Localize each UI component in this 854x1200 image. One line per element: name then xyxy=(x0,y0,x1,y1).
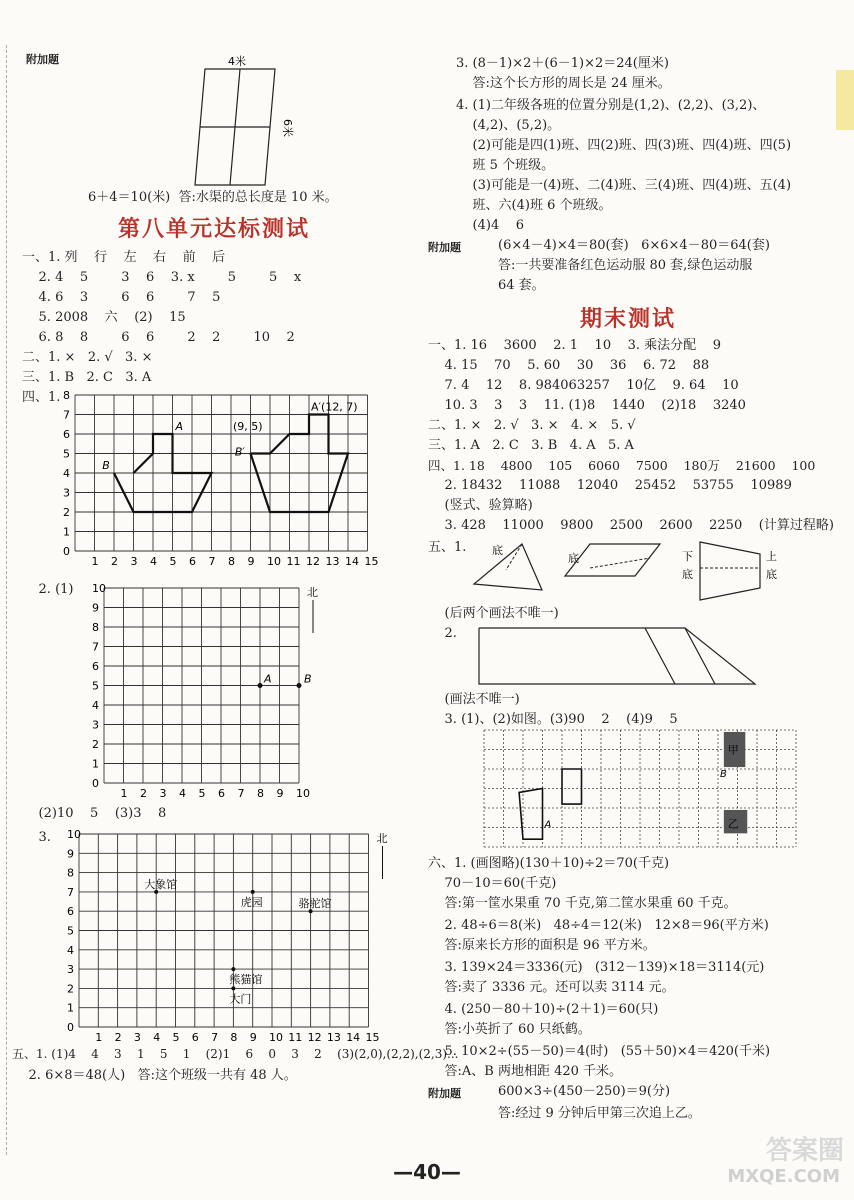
r-line4: (4,2)、(5,2)。 xyxy=(456,118,561,133)
g1-ytick: 5 xyxy=(63,447,70,461)
g2-xtick: 4 xyxy=(179,787,186,800)
g1-xtick: 1 xyxy=(91,555,99,568)
g1-xtick: 2 xyxy=(111,555,118,568)
q-line2: 4. 15 70 5. 60 30 36 6. 72 88 xyxy=(428,358,710,373)
g4-label-yi: 乙 xyxy=(727,817,739,831)
g2-xtick: 7 xyxy=(237,787,245,800)
q-line23: 4. (250－80＋10)÷(2＋1)＝60(只) xyxy=(428,1002,659,1017)
g2-ytick: 9 xyxy=(92,601,99,615)
g1-ytick: 6 xyxy=(63,428,70,441)
g2-label-B: B xyxy=(304,672,312,686)
g3-ytick: 5 xyxy=(67,924,74,938)
g2-ytick: 0 xyxy=(92,777,99,790)
q-line17: 70－10＝60(千克) xyxy=(428,876,557,891)
q-line18: 答:第一筐水果重 70 千克,第二筐水果重 60 千克。 xyxy=(428,896,737,911)
r-line6: 班 5 个班级。 xyxy=(456,158,555,173)
g4-label-B: B xyxy=(720,768,727,780)
q-line14: (画法不唯一) xyxy=(428,692,520,707)
final-heading: 期末测试 xyxy=(580,307,677,332)
g3-ytick: 7 xyxy=(67,885,74,899)
g2-ytick: 8 xyxy=(92,621,99,634)
r-line7: (3)可能是一(4)班、二(4)班、三(4)班、四(4)班、五(4) xyxy=(456,178,792,193)
r-line3: 4. (1)二年级各班的位置分别是(1,2)、(2,2)、(3,2)、 xyxy=(456,98,766,113)
g1-label-A: A xyxy=(175,420,184,433)
g3-ytick: 3 xyxy=(67,963,74,977)
q-line25: 5. 10×2÷(55－50)＝4(时) (55＋50)×4＝420(千米) xyxy=(428,1044,771,1059)
g3-north-label: 北 xyxy=(376,832,388,845)
right-column xyxy=(420,0,854,1200)
grid-positions xyxy=(80,578,330,806)
q-line26: 答:A、B 两地相距 420 千米。 xyxy=(428,1064,623,1079)
q-extra-label: 附加题 xyxy=(428,1087,461,1100)
r-line11: 答:一共要准备红色运动服 80 套,绿色运动服 xyxy=(498,258,753,273)
r-line8: 班、六(4)班 6 个班级。 xyxy=(456,198,612,213)
g1-translated-shape xyxy=(251,415,349,513)
g2-xtick: 5 xyxy=(198,787,206,800)
q-line9: (竖式、验算略) xyxy=(428,498,533,513)
g1-xtick: 15 xyxy=(364,555,379,568)
u8-line6: 二、1. × 2. √ 3. × xyxy=(22,350,153,365)
grid-zoo-map xyxy=(55,826,390,1046)
watermark-url: MXQE.COM xyxy=(727,1166,840,1187)
q-line10: 3. 428 11000 9800 2500 2600 2250 (计算过程略) xyxy=(428,518,834,533)
g3-ytick: 2 xyxy=(67,982,74,996)
u8-line8: 四、1. xyxy=(22,390,61,405)
g2-xtick: 9 xyxy=(276,787,284,800)
g2-ytick: 5 xyxy=(92,679,99,693)
u8-line9: 2. (1) xyxy=(22,582,74,597)
q-line28: 答:经过 9 分钟后甲第三次追上乙。 xyxy=(498,1106,701,1121)
g1-label-Bprime: B′ xyxy=(234,445,245,459)
grid-rotation xyxy=(482,728,832,852)
u8-line4: 5. 2008 六 (2) 15 xyxy=(22,310,186,325)
g2-ytick: 2 xyxy=(92,738,99,751)
q-line15: 3. (1)、(2)如图。(3)90 2 (4)9 5 xyxy=(428,712,678,727)
r-line2: 答:这个长方形的周长是 24 厘米。 xyxy=(456,76,671,91)
g2-xtick: 6 xyxy=(218,787,225,800)
g1-ytick: 7 xyxy=(63,408,70,422)
r-line12: 64 套。 xyxy=(498,278,545,293)
u8-line13: 2. 6×8＝48(人) 答:这个班级一共有 48 人。 xyxy=(12,1068,297,1083)
u8-line1: 一、1. 列 行 左 右 前 后 xyxy=(22,250,226,265)
grid-translation xyxy=(55,385,390,575)
r-line1: 3. (8－1)×2＋(6－1)×2＝24(厘米) xyxy=(456,56,669,71)
u8-line5: 6. 8 8 6 6 2 2 10 2 xyxy=(22,330,295,345)
u8-line7: 三、1. B 2. C 3. A xyxy=(22,370,152,385)
g3-ytick: 6 xyxy=(67,905,74,919)
unit8-heading: 第八单元达标测试 xyxy=(118,217,311,242)
g2-ytick: 3 xyxy=(92,718,99,732)
q-line11: 五、1. xyxy=(428,540,467,555)
g3-xtick: 12 xyxy=(307,1031,322,1044)
g3-xtick: 13 xyxy=(326,1031,341,1044)
g3-xtick: 2 xyxy=(114,1031,122,1044)
g3-ytick: 0 xyxy=(67,1021,74,1034)
g3-label-tiger: 虎园 xyxy=(240,895,263,909)
q-line6: 三、1. A 2. C 3. B 4. A 5. A xyxy=(428,438,634,453)
g2-ytick: 1 xyxy=(92,757,99,771)
g1-xtick: 9 xyxy=(247,555,255,568)
g1-ytick: 2 xyxy=(63,506,70,519)
g3-xtick: 4 xyxy=(153,1031,161,1044)
q-line4: 10. 3 3 3 11. (1)8 1440 (2)18 3240 xyxy=(428,398,746,413)
r-extra-label: 附加题 xyxy=(428,241,461,254)
q-line1: 一、1. 16 3600 2. 1 10 3. 乘法分配 9 xyxy=(428,338,721,353)
q-line5: 二、1. × 2. √ 3. × 4. × 5. √ xyxy=(428,418,636,433)
g1-xtick: 6 xyxy=(189,555,196,568)
g1-ytick: 3 xyxy=(63,486,70,500)
g3-xtick: 8 xyxy=(230,1031,238,1044)
g1-ytick: 4 xyxy=(63,467,70,480)
g3-label-camel: 骆驼馆 xyxy=(298,897,332,911)
u8-line2: 2. 4 5 3 6 3. x 5 5 x xyxy=(22,270,302,285)
q-line20: 答:原来长方形的面积是 96 平方米。 xyxy=(428,938,656,953)
u8-line12: 五、1. (1)4 4 3 1 5 1 (2)1 6 0 3 2 (3)(2,0),(2,2),(2,3)... xyxy=(12,1047,459,1061)
g1-xtick: 12 xyxy=(306,555,320,568)
g3-label-gate: 大门 xyxy=(229,992,252,1006)
fig-di1: 底 xyxy=(492,544,503,557)
g1-xtick: 10 xyxy=(267,555,281,568)
g2-point-A xyxy=(258,683,263,688)
page-number: —40— xyxy=(393,1160,461,1184)
q-line27: 600×3÷(450－250)＝9(分) xyxy=(498,1084,671,1099)
g1-xtick: 14 xyxy=(345,555,359,568)
fig-di2: 底 xyxy=(568,552,579,565)
g3-point-panda xyxy=(231,967,235,971)
g2-point-B xyxy=(297,683,302,688)
q-line21: 3. 139×24＝3336(元) (312－139)×18＝3114(元) xyxy=(428,960,765,975)
r-line5: (2)可能是四(1)班、四(2)班、四(3)班、四(4)班、四(5) xyxy=(456,138,792,153)
g2-xtick: 10 xyxy=(296,787,310,800)
canal-figure xyxy=(180,55,310,195)
g3-xtick: 9 xyxy=(249,1031,257,1044)
g1-xtick: 3 xyxy=(130,555,138,568)
g4-label-jia: 甲 xyxy=(727,743,739,757)
extra-answer: 6＋4＝10(米) 答:水渠的总长度是 10 米。 xyxy=(88,190,338,205)
g3-ytick: 4 xyxy=(67,943,74,957)
g1-ytick: 8 xyxy=(63,389,70,402)
q-line7: 四、1. 18 4800 105 6060 7500 180万 21600 100 xyxy=(428,458,816,473)
g2-xtick: 1 xyxy=(120,787,128,800)
g2-xtick: 8 xyxy=(257,787,264,800)
parallelogram-drawing xyxy=(475,624,765,690)
g3-xtick: 7 xyxy=(211,1031,219,1044)
g3-label-panda: 熊猫馆 xyxy=(229,973,263,987)
fig-di3d: 底 xyxy=(766,568,777,581)
g1-xtick: 4 xyxy=(150,555,157,568)
g1-xtick: 11 xyxy=(286,555,301,568)
g3-xtick: 5 xyxy=(172,1031,180,1044)
g2-xtick: 3 xyxy=(159,787,167,800)
g2-xtick: 2 xyxy=(140,787,147,800)
q-line3: 7. 4 12 8. 984063257 10亿 9. 64 10 xyxy=(428,378,739,393)
g2-ytick: 4 xyxy=(92,699,99,712)
q-line19: 2. 48÷6＝8(米) 48÷4＝12(米) 12×8＝96(平方米) xyxy=(428,918,769,933)
g2-label-A: A xyxy=(264,672,272,686)
u8-line11: 3. xyxy=(22,830,51,845)
g3-label-elephant: 大象馆 xyxy=(144,877,178,891)
r-line9: (4)4 6 xyxy=(456,218,525,233)
q-line8: 2. 18432 11088 12040 25452 53755 10989 xyxy=(428,478,792,493)
g2-north-label: 北 xyxy=(307,586,318,599)
u8-line10: (2)10 5 (3)3 8 xyxy=(22,806,167,821)
r-line10: (6×4－4)×4＝80(套) 6×6×4－80＝64(套) xyxy=(498,238,770,253)
fig-di3c: 上 xyxy=(766,550,777,563)
g3-xtick: 1 xyxy=(95,1031,103,1044)
height-drawings xyxy=(470,538,810,610)
g2-ytick: 7 xyxy=(92,640,99,654)
fig-di3a: 下 xyxy=(682,550,693,563)
fig-top-label: 4米 xyxy=(228,55,246,68)
g1-ytick: 0 xyxy=(63,545,70,558)
g4-shape-original xyxy=(519,789,542,840)
g3-xtick: 11 xyxy=(288,1031,303,1044)
g3-xtick: 10 xyxy=(269,1031,283,1044)
q-line12: (后两个画法不唯一) xyxy=(428,606,559,621)
u8-line3: 4. 6 3 6 6 7 5 xyxy=(22,290,221,305)
q-line13: 2. xyxy=(428,626,457,641)
g3-ytick: 1 xyxy=(67,1001,74,1015)
g1-xtick: 7 xyxy=(208,555,216,568)
fig-side-label: 6米 xyxy=(281,119,294,137)
fig-di3b: 底 xyxy=(682,568,693,581)
g2-ytick: 6 xyxy=(92,660,99,673)
g1-label-point95: (9, 5) xyxy=(232,420,263,433)
g3-point-gate xyxy=(231,986,235,990)
extra-title: 附加题 xyxy=(26,53,59,66)
g3-xtick: 3 xyxy=(133,1031,141,1044)
g3-ytick: 9 xyxy=(67,847,74,861)
g1-xtick: 13 xyxy=(325,555,340,568)
g1-label-B: B xyxy=(102,459,110,472)
watermark-logo: 答案圈 xyxy=(765,1136,844,1166)
g3-xtick: 14 xyxy=(346,1031,361,1044)
q-line24: 答:小英折了 60 只纸鹤。 xyxy=(428,1022,591,1037)
g3-xtick: 6 xyxy=(191,1031,199,1044)
g1-xtick: 5 xyxy=(169,555,177,568)
g3-ytick: 8 xyxy=(67,866,74,880)
g1-label-Aprime: A′(12, 7) xyxy=(311,400,358,414)
g1-xtick: 8 xyxy=(228,555,235,568)
g4-shape-rotated xyxy=(562,769,582,804)
q-line22: 答:卖了 3336 元。还可以卖 3114 元。 xyxy=(428,980,675,995)
q-line16: 六、1. (画图略)(130＋10)÷2＝70(千克) xyxy=(428,856,670,871)
g4-label-A: A xyxy=(544,819,552,831)
g3-point-tiger xyxy=(251,890,255,894)
g3-ytick: 10 xyxy=(67,828,81,841)
g2-ytick: 10 xyxy=(92,582,106,595)
g3-xtick: 15 xyxy=(365,1031,380,1044)
g1-ytick: 1 xyxy=(63,525,70,539)
